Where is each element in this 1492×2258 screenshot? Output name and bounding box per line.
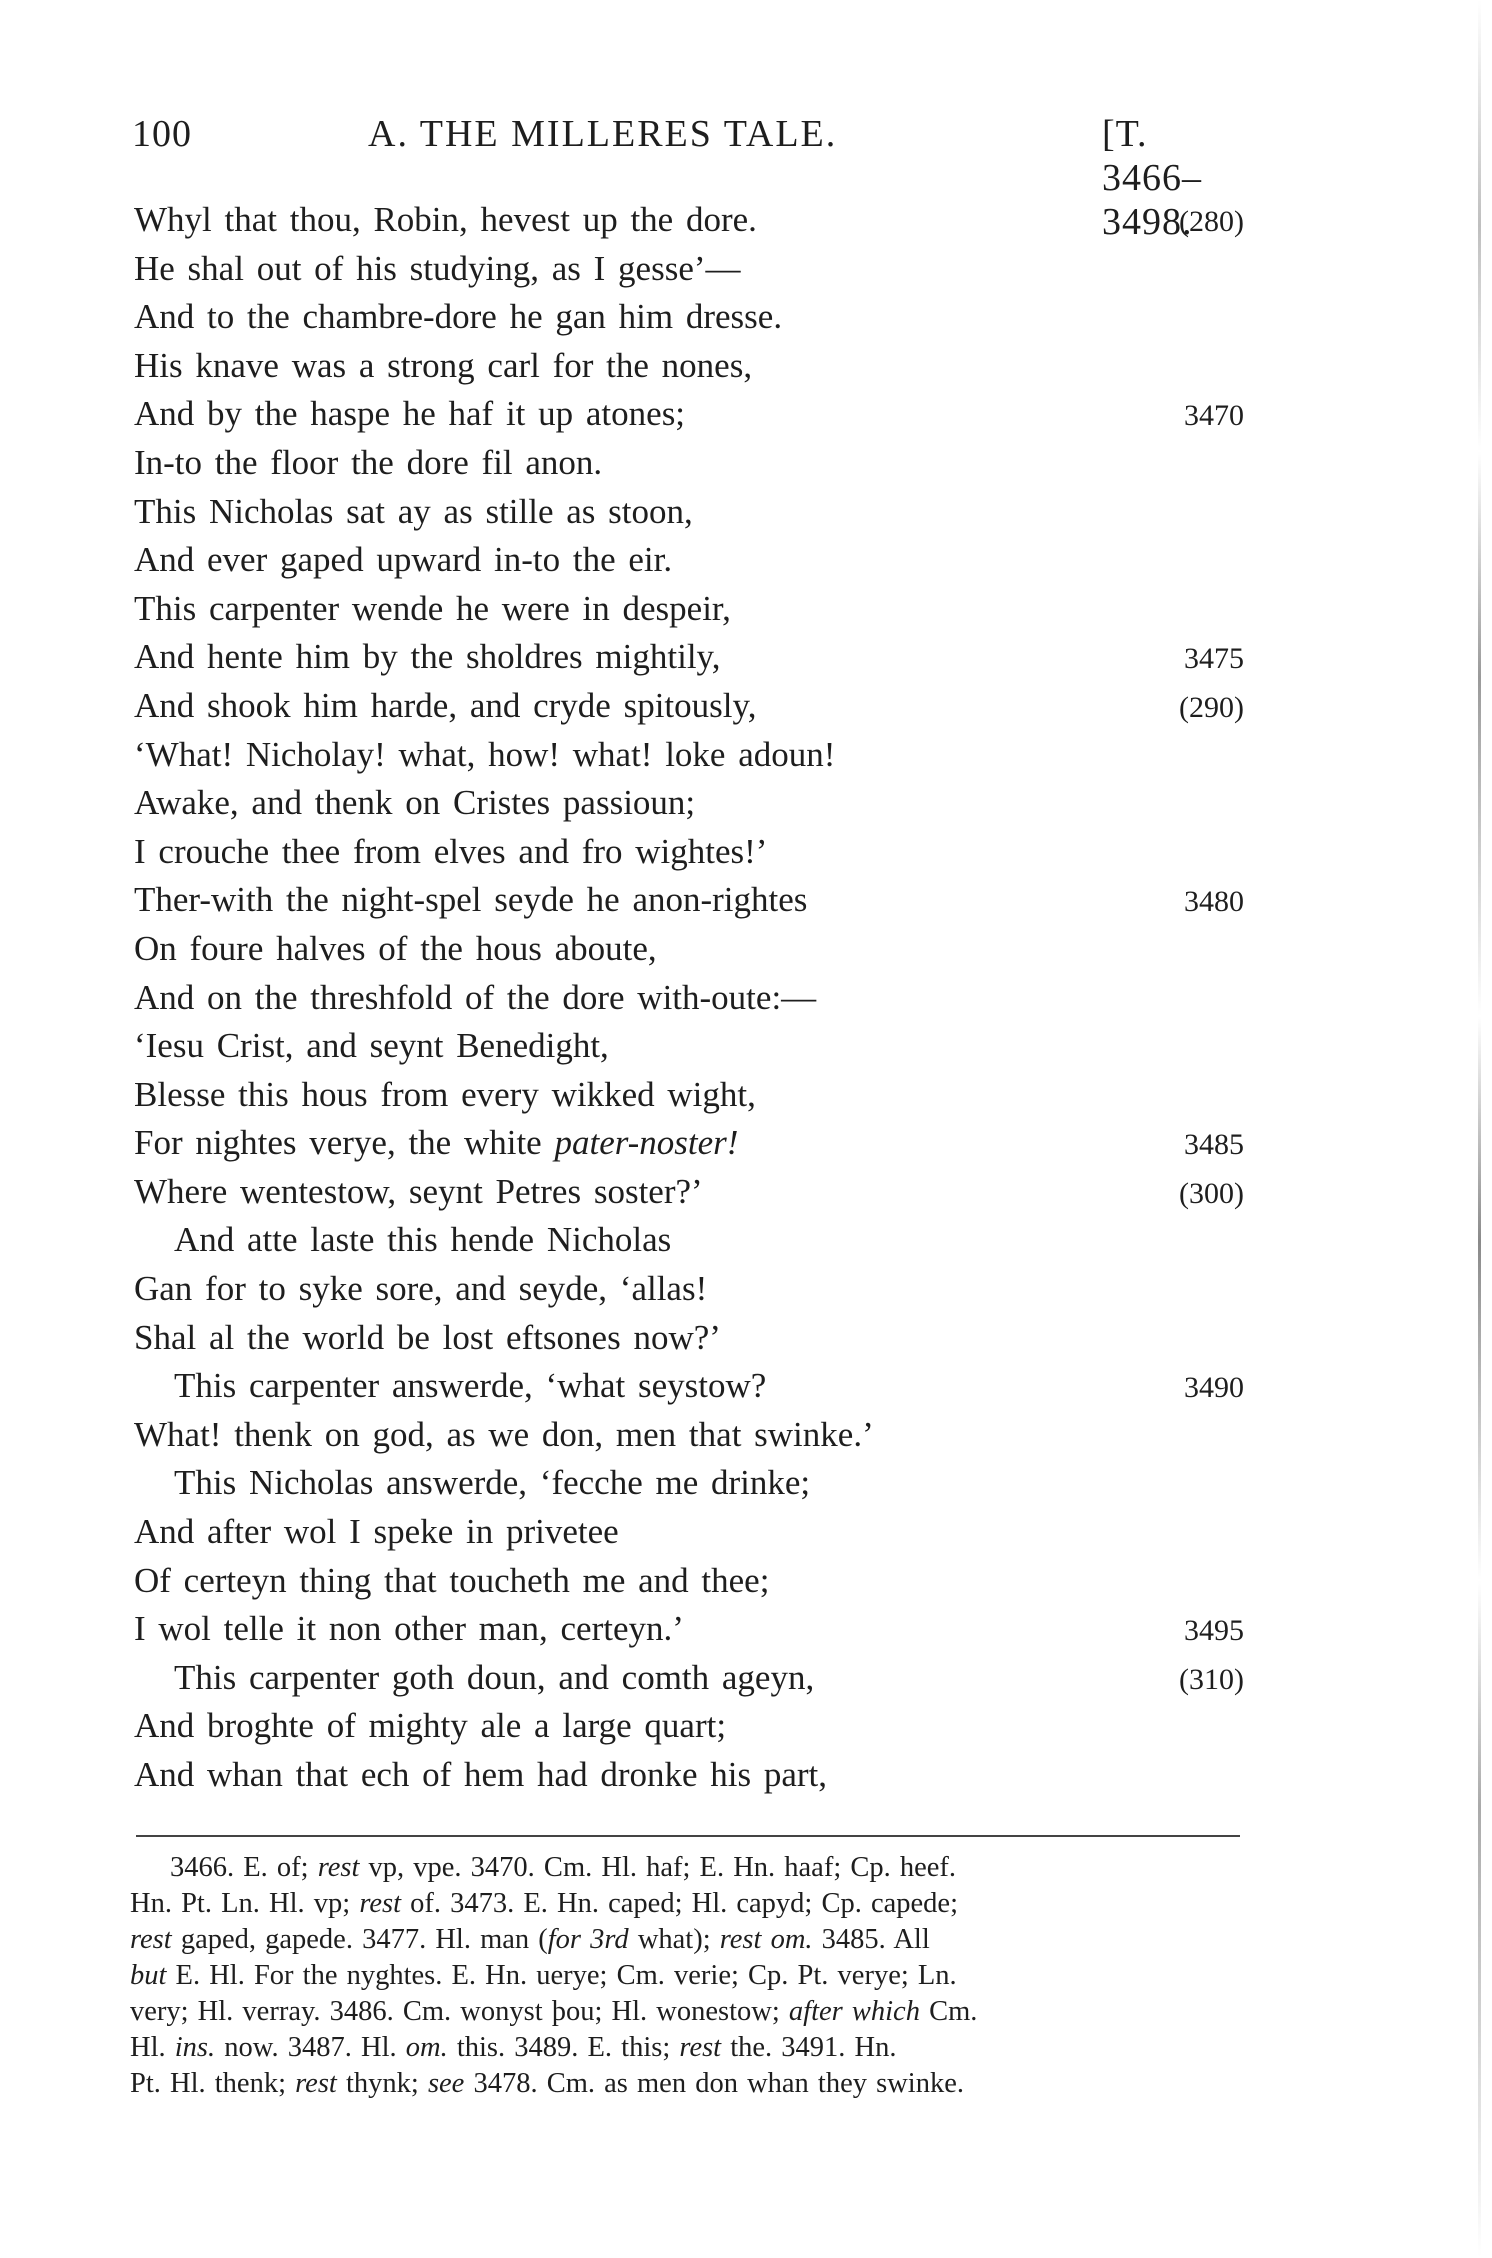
verse-text: This carpenter answerde, ‘what seystow?	[174, 1366, 767, 1406]
verse-line	[134, 439, 1244, 488]
note-line: but E. Hl. For the nyghtes. E. Hn. uerye; Cm. verie; Cp. Pt. verye; Ln.	[130, 1960, 957, 1991]
verse-text: This carpenter goth doun, and comth ageyn,	[174, 1657, 815, 1697]
verse-line	[134, 293, 1244, 342]
verse-line	[134, 196, 1244, 245]
verse-text: Gan for to syke sore, and seyde, ‘allas!	[134, 1269, 708, 1309]
verse-text: And ever gaped upward in-to the eir.	[134, 540, 673, 580]
verse-text: And by the haspe he haf it up atones;	[134, 394, 686, 434]
note-line: rest gaped, gapede. 3477. Hl. man (for 3rd what); rest om. 3485. All	[130, 1924, 930, 1955]
verse-text: He shal out of his studying, as I gesse’—	[134, 248, 741, 288]
verse-text: Awake, and thenk on Cristes passioun;	[134, 783, 696, 823]
verse-text: This Nicholas sat ay as stille as stoon,	[134, 491, 693, 531]
note-line: Hl. ins. now. 3487. Hl. om. this. 3489. E. this; rest the. 3491. Hn.	[130, 2032, 897, 2063]
line-number: 3475	[1184, 642, 1244, 676]
verse-line	[134, 1557, 1244, 1606]
verse-line	[134, 1459, 1244, 1508]
verse-line	[134, 1168, 1244, 1217]
line-number: (300)	[1179, 1176, 1244, 1210]
verse-text: And on the threshfold of the dore with-oute:—	[134, 977, 817, 1017]
note-line: Pt. Hl. thenk; rest thynk; see 3478. Cm. as men don whan they swinke.	[130, 2068, 964, 2099]
verse-line	[134, 585, 1244, 634]
verse-line	[134, 342, 1244, 391]
verse-line	[134, 1071, 1244, 1120]
note-line: very; Hl. verray. 3486. Cm. wonyst þou; Hl. wonestow; after which Cm.	[130, 1996, 978, 2027]
scan-edge	[1478, 0, 1481, 2258]
verse-line	[134, 536, 1244, 585]
verse-line	[134, 974, 1244, 1023]
note-line: 3466. E. of; rest vp, vpe. 3470. Cm. Hl. haf; E. Hn. haaf; Cp. heef.	[170, 1852, 957, 1883]
verse-line	[134, 1022, 1244, 1071]
verse-text: Where wentestow, seynt Petres soster?’	[134, 1171, 703, 1211]
verse-line	[134, 1265, 1244, 1314]
verse-text: I crouche thee from elves and fro wightes!’	[134, 831, 768, 871]
line-number: (310)	[1179, 1662, 1244, 1696]
verse-line	[134, 1508, 1244, 1557]
verse-line	[134, 1216, 1244, 1265]
verse-text: And shook him harde, and cryde spitously,	[134, 685, 757, 725]
line-number: 3470	[1184, 399, 1244, 433]
verse-line	[134, 245, 1244, 294]
textual-notes	[130, 1850, 1242, 2102]
verse-line	[134, 779, 1244, 828]
line-range: [T. 3466–3498.	[1102, 113, 1202, 243]
verse-text: On foure halves of the hous aboute,	[134, 928, 657, 968]
page-number: 100	[132, 113, 192, 155]
line-number: (290)	[1179, 690, 1244, 724]
verse-line	[134, 1119, 1244, 1168]
verse-line	[134, 1314, 1244, 1363]
verse-text: And after wol I speke in privetee	[134, 1512, 619, 1552]
verse-line	[134, 1702, 1244, 1751]
verse-text: And whan that ech of hem had dronke his part,	[134, 1755, 828, 1794]
verse-text: What! thenk on god, as we don, men that swinke.’	[134, 1414, 874, 1454]
footnote-rule	[136, 1835, 1240, 1837]
verse-text: And hente him by the sholdres mightily,	[134, 637, 721, 677]
verse-text: ‘What! Nicholay! what, how! what! loke adoun!	[134, 734, 836, 774]
running-title: A. THE MILLERES TALE.	[368, 113, 838, 155]
verse-text: This carpenter wende he were in despeir,	[134, 588, 731, 628]
verse-text: Of certeyn thing that toucheth me and thee;	[134, 1560, 770, 1600]
verse-line	[134, 828, 1244, 877]
verse-line	[134, 731, 1244, 780]
verse-text: And broghte of mighty ale a large quart;	[134, 1706, 727, 1746]
verse-line	[134, 876, 1244, 925]
line-number: 3485	[1184, 1128, 1244, 1162]
verse-text: In-to the floor the dore fil anon.	[134, 442, 603, 482]
verse-text: Ther-with the night-spel seyde he anon-rightes	[134, 880, 808, 920]
note-line: Hn. Pt. Ln. Hl. vp; rest of. 3473. E. Hn. caped; Hl. capyd; Cp. capede;	[130, 1888, 958, 1919]
verse-text: Blesse this hous from every wikked wight,	[134, 1074, 756, 1114]
verse-line	[134, 1654, 1244, 1703]
verse-text: Shal al the world be lost eftsones now?’	[134, 1317, 721, 1357]
line-number: 3490	[1184, 1371, 1244, 1405]
verse-line	[134, 682, 1244, 731]
verse-line	[134, 488, 1244, 537]
verse-line	[134, 1751, 1244, 1800]
verse-text: I wol telle it non other man, certeyn.’	[134, 1609, 684, 1649]
verse-text: Whyl that thou, Robin, hevest up the dore.	[134, 200, 757, 239]
verse-text: And to the chambre-dore he gan him dresse.	[134, 297, 783, 337]
verse-text: ‘Iesu Crist, and seynt Benedight,	[134, 1026, 609, 1066]
verse-line	[134, 1605, 1244, 1654]
verse-line	[134, 1411, 1244, 1460]
line-number: (280)	[1179, 205, 1244, 238]
verse-line	[134, 390, 1244, 439]
verse-block	[134, 196, 1244, 1800]
line-number: 3480	[1184, 885, 1244, 919]
verse-line	[134, 925, 1244, 974]
verse-text: For nightes verye, the white pater-noster!	[134, 1123, 739, 1163]
verse-text: This Nicholas answerde, ‘fecche me drinke;	[174, 1463, 811, 1503]
verse-text: His knave was a strong carl for the nones,	[134, 345, 753, 385]
verse-line	[134, 633, 1244, 682]
verse-text: And atte laste this hende Nicholas	[174, 1220, 672, 1260]
line-number: 3495	[1184, 1614, 1244, 1648]
verse-line	[134, 1362, 1244, 1411]
